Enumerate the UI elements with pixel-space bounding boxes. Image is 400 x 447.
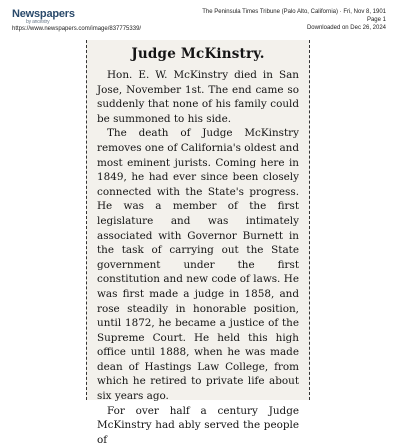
publication-meta bbox=[202, 8, 386, 32]
newspaper-clipping bbox=[86, 40, 310, 446]
article-title: Judge McKinstry. bbox=[131, 46, 265, 62]
logo-text: Newspapers bbox=[12, 8, 75, 20]
source-url[interactable]: https://www.newspapers.com/image/837775339/ bbox=[12, 26, 142, 32]
page-number: Page 1 bbox=[366, 17, 386, 23]
page-header bbox=[0, 0, 400, 40]
article bbox=[97, 46, 299, 447]
newspapers-logo[interactable] bbox=[12, 8, 75, 25]
article-paragraph: The death of Judge McKinstry removes one of California's oldest and most eminent jurists. Coming here in 1849, he had ever since been closely connected with the State's progress. He was a member of the first legislature and was intimately associated with Governor Burnett in the task of carrying out the State government under the first constitution and new code of laws. He was first made a judge in 1858, and rose steadily in honorable position, until 1872, he became a justice of the Supreme Court. He held this high office until 1888, when he was made dean of Hastings Law College, from which he retired to private life about six years ago. bbox=[97, 127, 299, 403]
article-paragraph: Hon. E. W. McKinstry died in San Jose, November 1st. The end came so suddenly that none of his family could be summoned to his side. bbox=[97, 69, 299, 125]
download-date: Downloaded on Dec 26, 2024 bbox=[306, 25, 386, 31]
article-paragraph: For over half a century Judge McKinstry had ably served the people of bbox=[97, 404, 299, 446]
logo-subtext: by ancestry bbox=[26, 19, 50, 25]
publication-line: The Peninsula Times Tribune (Palo Alto, California) · Fri, Nov 8, 1901 bbox=[202, 9, 386, 15]
